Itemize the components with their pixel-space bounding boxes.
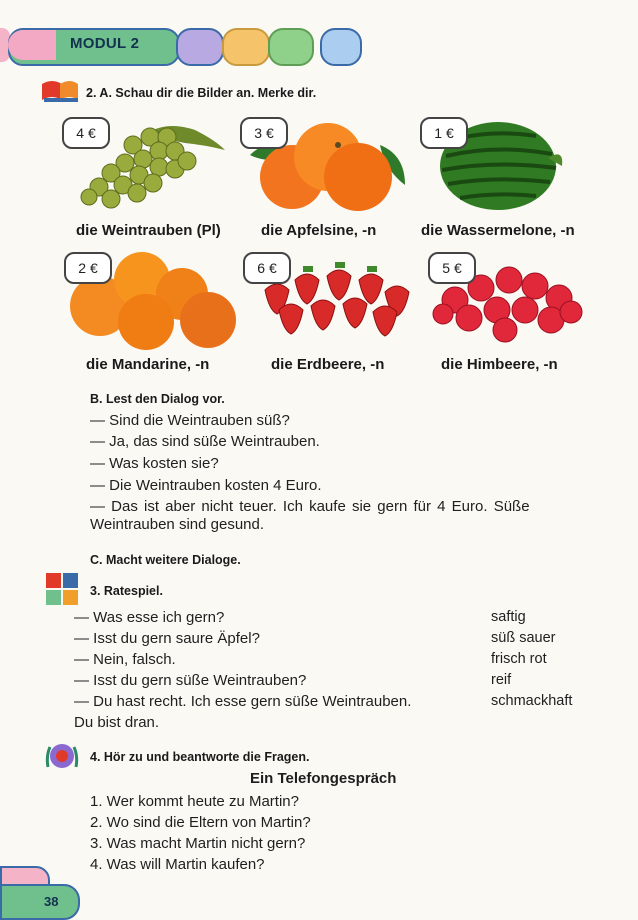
section-c-title: C. Macht weitere Dialoge.	[90, 553, 241, 567]
adjective-item: reif	[491, 672, 512, 688]
page-number: 38	[44, 894, 59, 909]
dialog-line: — Sind die Weintrauben süß?	[90, 412, 290, 429]
module-title: MODUL 2	[70, 35, 140, 52]
price-tag-watermelon: 1 €	[420, 117, 468, 149]
ratespiel-line: — Isst du gern saure Äpfel?	[74, 630, 260, 647]
label-raspberry: die Himbeere, -n	[441, 356, 558, 373]
ratespiel-line: — Isst du gern süße Weintrauben?	[74, 672, 307, 689]
task4-heading: Ein Telefongespräch	[250, 770, 397, 787]
header-pill-blue	[320, 28, 362, 66]
label-watermelon: die Wassermelone, -n	[421, 222, 575, 239]
task4-title: 4. Hör zu und beantworte die Fragen.	[90, 750, 310, 764]
dialog-line: — Das ist aber nicht teuer. Ich kaufe sie gern für 4 Euro. Süße	[90, 498, 530, 515]
label-strawberry: die Erdbeere, -n	[271, 356, 385, 373]
question-item: 2. Wo sind die Eltern von Martin?	[90, 814, 311, 831]
adjective-item: frisch rot	[491, 651, 547, 667]
header-pill-green	[268, 28, 314, 66]
task2-title: 2. A. Schau dir die Bilder an. Merke dir.	[86, 86, 317, 100]
dialog-line: — Was kosten sie?	[90, 455, 219, 472]
dialog-line: — Ja, das sind süße Weintrauben.	[90, 433, 320, 450]
question-item: 1. Wer kommt heute zu Martin?	[90, 793, 299, 810]
question-item: 3. Was macht Martin nicht gern?	[90, 835, 306, 852]
puzzle-icon	[44, 571, 80, 607]
label-mandarin: die Mandarine, -n	[86, 356, 210, 373]
adjective-item: saftig	[491, 609, 526, 625]
question-item: 4. Was will Martin kaufen?	[90, 856, 265, 873]
task3-title: 3. Ratespiel.	[90, 584, 163, 598]
book-icon	[40, 78, 80, 104]
price-tag-oranges: 3 €	[240, 117, 288, 149]
label-grapes: die Weintrauben (Pl)	[76, 222, 221, 239]
price-tag-grapes: 4 €	[62, 117, 110, 149]
ratespiel-line: — Nein, falsch.	[74, 651, 176, 668]
adjective-item: schmackhaft	[491, 693, 573, 709]
dialog-line: Weintrauben sind gesund.	[90, 516, 265, 533]
ratespiel-line: Du bist dran.	[74, 714, 160, 731]
header-pill-purple	[176, 28, 224, 66]
badge-green	[0, 884, 80, 920]
ratespiel-line: — Du hast recht. Ich esse gern süße Weintrauben.	[74, 693, 412, 710]
ratespiel-line: — Was esse ich gern?	[74, 609, 225, 626]
header-pill-orange	[222, 28, 270, 66]
price-tag-raspberries: 5 €	[428, 252, 476, 284]
section-b-title: B. Lest den Dialog vor.	[90, 392, 225, 406]
price-tag-strawberries: 6 €	[243, 252, 291, 284]
price-tag-mandarins: 2 €	[64, 252, 112, 284]
dialog-line: — Die Weintrauben kosten 4 Euro.	[90, 477, 322, 494]
adjective-item: süß sauer	[491, 630, 556, 646]
label-orange: die Apfelsine, -n	[261, 222, 377, 239]
module-pill-pink-left	[8, 30, 56, 60]
listening-icon	[44, 741, 80, 771]
